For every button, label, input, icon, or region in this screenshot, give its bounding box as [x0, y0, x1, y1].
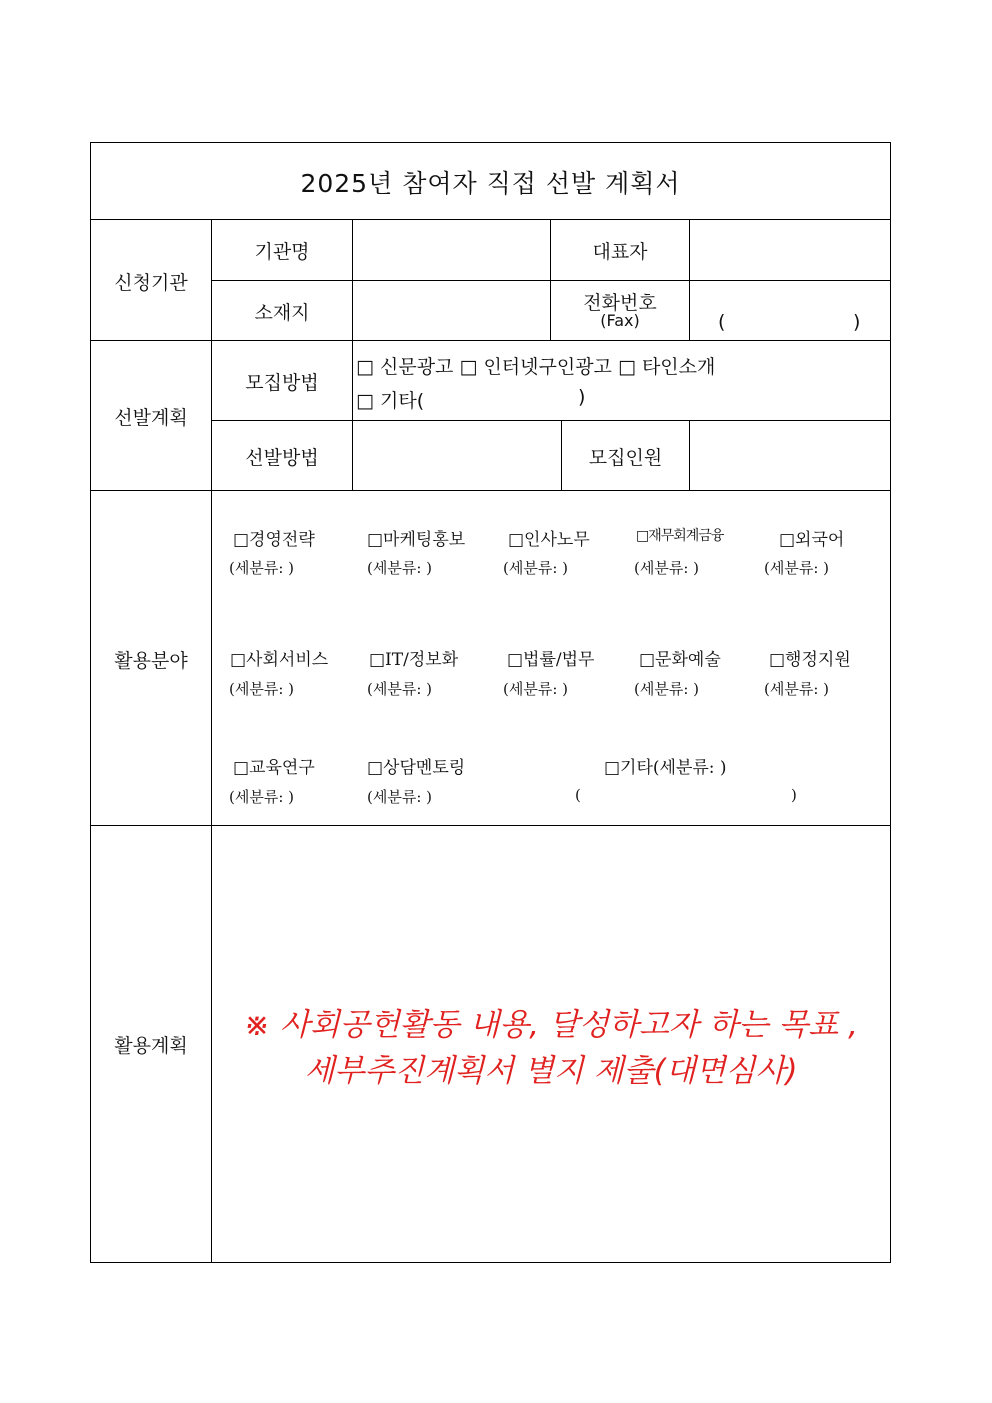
form-title: 2025년 참여자 직접 선발 계획서: [300, 169, 681, 198]
field-option[interactable]: □경영전략: [233, 530, 315, 550]
field-subcategory: (세분류: ): [503, 680, 568, 698]
field-subcategory: (세분류: ): [367, 559, 432, 577]
selection-section-label: 선발계획: [114, 407, 188, 429]
field-subcategory: (세분류: ): [229, 559, 294, 577]
fax-close-paren: ): [853, 311, 861, 333]
field-option[interactable]: □외국어: [779, 530, 845, 550]
address-field[interactable]: [353, 281, 550, 340]
plan-note-line1: ※ 사회공헌활동 내용, 달성하고자 하는 목표 ,: [244, 1007, 858, 1043]
recruit-method-label: 모집방법: [245, 372, 319, 394]
field-subcategory: (세분류: ): [367, 680, 432, 698]
selection-method-field[interactable]: [353, 421, 561, 490]
field-subcategory: (세분류: ): [229, 788, 294, 806]
recruit-options[interactable]: □ 신문광고 □ 인터넷구인광고 □ 타인소개: [356, 356, 716, 378]
field-other-close-paren: ): [791, 786, 797, 804]
fields-section-label: 활용분야: [114, 650, 188, 672]
field-option[interactable]: □마케팅홍보: [367, 530, 466, 550]
plan-note-line2: 세부추진계획서 별지 제출(대면심사): [304, 1053, 798, 1089]
field-option[interactable]: □교육연구: [233, 758, 315, 778]
field-subcategory: (세분류: ): [634, 559, 699, 577]
field-option[interactable]: □사회서비스: [230, 650, 329, 670]
field-subcategory: (세분류: ): [503, 559, 568, 577]
field-subcategory: (세분류: ): [764, 680, 829, 698]
field-option[interactable]: □인사노무: [508, 530, 590, 550]
fax-label: (Fax): [600, 311, 640, 330]
headcount-label: 모집인원: [588, 447, 663, 469]
field-option[interactable]: □재무회계금융: [636, 528, 724, 544]
applicant-section-label: 신청기관: [114, 272, 188, 294]
selection-method-label: 선발방법: [245, 447, 319, 469]
fax-open-paren: (: [718, 311, 726, 333]
phone-label: 전화번호: [583, 292, 657, 314]
address-label: 소재지: [254, 302, 310, 324]
field-option[interactable]: □행정지원: [769, 650, 851, 670]
field-option[interactable]: □IT/정보화: [369, 650, 459, 670]
field-subcategory: (세분류: ): [367, 788, 432, 806]
field-option[interactable]: □상담멘토링: [367, 758, 466, 778]
selection-plan-form: [90, 142, 891, 1263]
field-option[interactable]: □법률/법무: [507, 650, 595, 670]
plan-section-label: 활용계획: [114, 1035, 188, 1057]
field-other-open-paren: (: [575, 786, 581, 804]
field-subcategory: (세분류: ): [764, 559, 829, 577]
org-name-label: 기관명: [254, 241, 310, 263]
field-subcategory: (세분류: ): [229, 680, 294, 698]
representative-label: 대표자: [592, 241, 648, 263]
recruit-other-prefix[interactable]: □ 기타(: [356, 390, 425, 412]
headcount-field[interactable]: [690, 421, 890, 490]
field-option[interactable]: □문화예술: [639, 650, 721, 670]
recruit-other-suffix: ): [578, 386, 586, 408]
field-subcategory: (세분류: ): [634, 680, 699, 698]
representative-field[interactable]: [690, 220, 890, 280]
org-name-field[interactable]: [353, 220, 550, 280]
field-option-other[interactable]: □기타(세분류: ): [604, 758, 727, 778]
